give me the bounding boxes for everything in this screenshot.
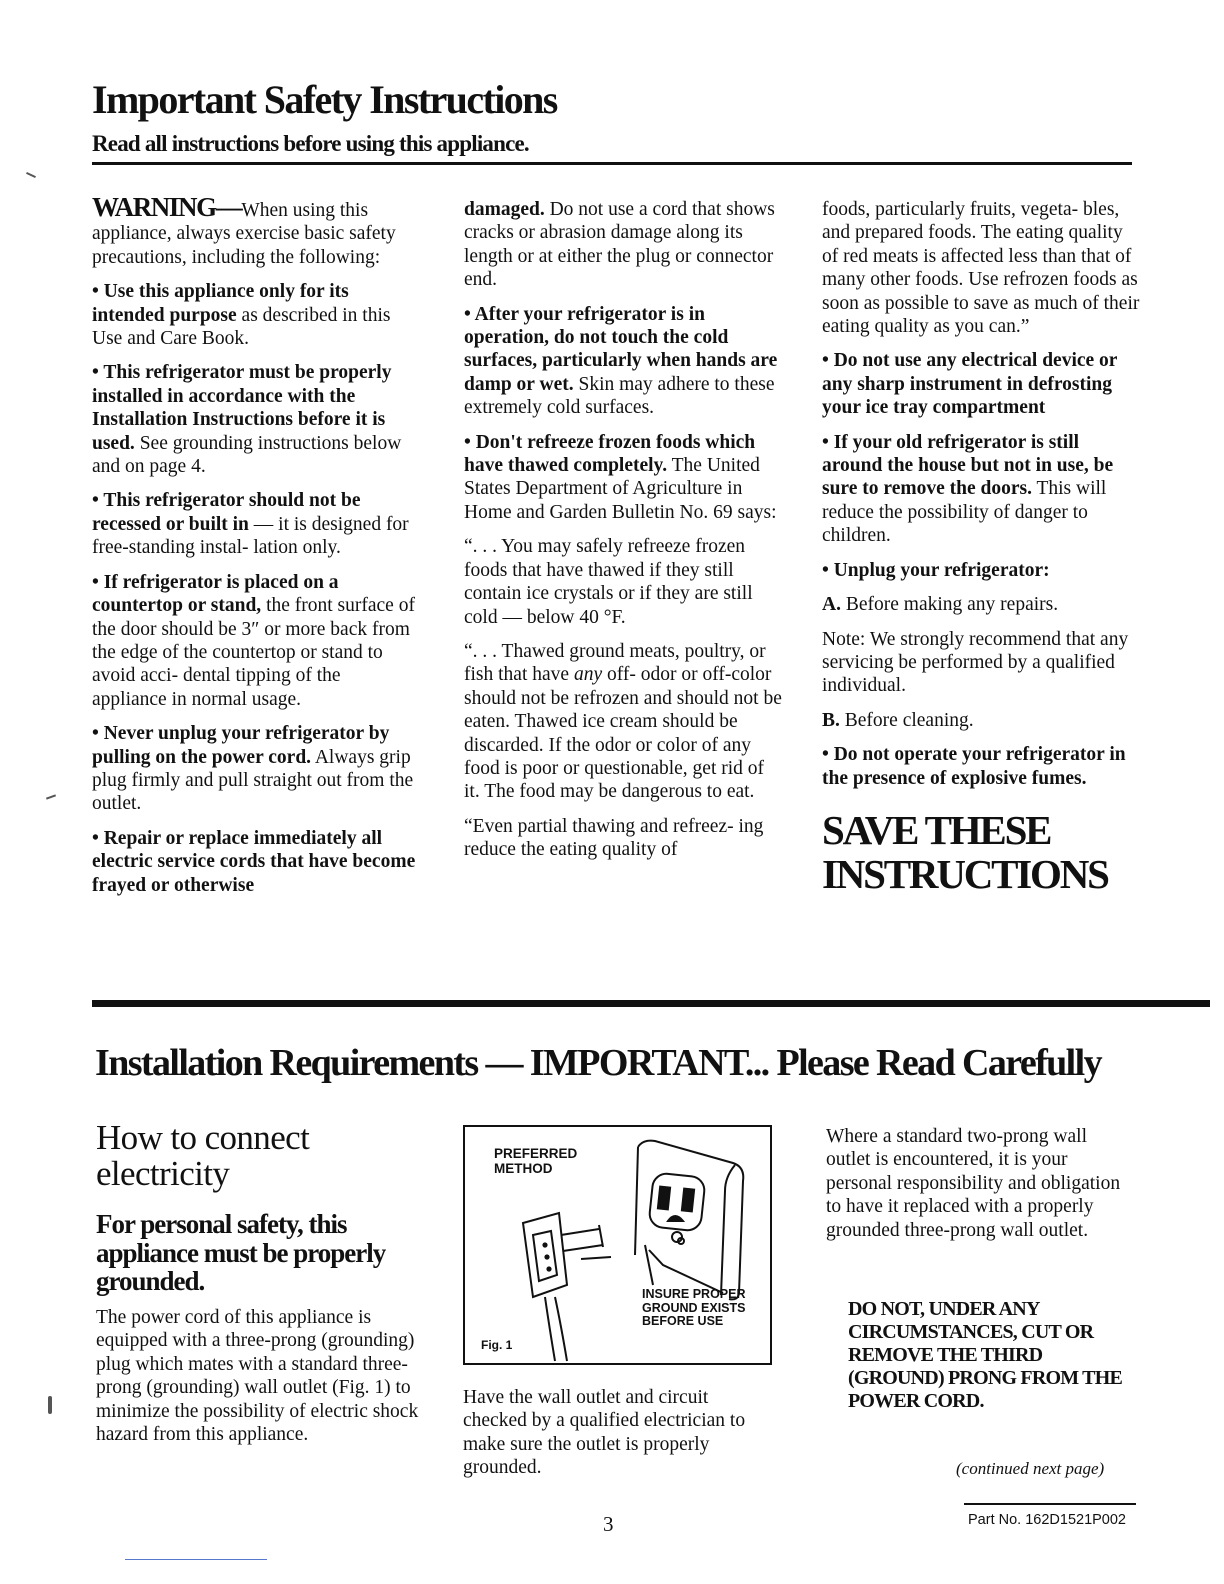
title-rule: [92, 162, 1132, 165]
safety-item-5: [92, 722, 417, 816]
warning-text: When using this appliance, always exercise basic safety precautions, including the following:: [92, 200, 396, 268]
quote-2-b: off- odor or off-color should not be refrozen and should not be eaten. Thawed ice cream should be discarded. If the odor or color of any food is poor or questionable, get rid of it. The food may be dangerous to eat.: [464, 664, 782, 803]
safety-item-1: [92, 280, 417, 350]
figure-insure-label: INSURE PROPER GROUND EXISTS BEFORE USE: [642, 1287, 746, 1328]
item-6-bold: • Repair or replace immediately all electric service cords that have become frayed or otherwise: [92, 827, 416, 896]
item-6-cont-text: Do not use a cord that shows cracks or abrasion damage along its length or at either the plug or connector end.: [464, 199, 775, 291]
item-2-text: See grounding instructions below and on page 4.: [92, 432, 402, 478]
scan-mark: [46, 794, 56, 799]
warning-word: WARNING—: [92, 192, 242, 222]
item-8-bold: • Don't refreeze frozen foods which have thawed completely.: [464, 431, 756, 477]
quote-2-a: “. . . Thawed ground meats, poultry, or fish that have: [464, 640, 766, 686]
item-5-bold: • Never unplug your refrigerator by pulling on the power cord.: [92, 723, 390, 768]
item-12-bold: • Do not operate your refrigerator in the presence of explosive fumes.: [822, 744, 1126, 789]
figure-number: Fig. 1: [481, 1338, 513, 1352]
item-9-bold: • Do not use any electrical device or any sharp instrument in defrosting your ice tray compartment: [822, 350, 1118, 419]
item-11-bold: • Unplug your refrigerator:: [822, 559, 1050, 581]
part-number: Part No. 162D1521P002: [968, 1512, 1126, 1528]
two-prong-paragraph: [826, 1125, 1136, 1253]
electrician-paragraph: [463, 1386, 773, 1491]
electrician-text: Have the wall outlet and circuit checked by a qualified electrician to make sure the outlet is properly grounded.: [463, 1387, 746, 1479]
safety-column-3: [822, 198, 1142, 896]
grounded-outlet-icon: [635, 1141, 743, 1300]
footer-blue-rule: [125, 1559, 267, 1560]
item-1-text: as described in this Use and Care Book.: [92, 304, 391, 350]
ground-prong-warning: DO NOT, UNDER ANY CIRCUMSTANCES, CUT OR REMOVE THE THIRD (GROUND) PRONG FROM THE POWER CORD.: [848, 1298, 1122, 1412]
usda-quote-3: “Even partial thawing and refreez- ing reduce the eating quality of: [464, 815, 764, 861]
safety-item-7: [464, 303, 782, 420]
safety-column-1: [92, 192, 417, 908]
item-4-text: the front surface of the door should be 3″ or more back from the edge of the countertop or stand to avoid acci- dental tipping of the appliance in normal usage.: [92, 595, 415, 710]
item-11-b-label: B.: [822, 709, 840, 731]
save-line-2: INSTRUCTIONS: [822, 850, 1108, 897]
item-3-text: — it is designed for free-standing instal- lation only.: [92, 513, 409, 559]
item-11-b: [822, 709, 1142, 732]
item-4-bold: • If refrigerator is placed on a countertop or stand,: [92, 571, 339, 617]
quote-2-emphasis: any: [573, 664, 603, 686]
safety-subtitle: Read all instructions before using this appliance.: [92, 131, 529, 156]
safety-item-8: [464, 431, 782, 525]
continued-note: (continued next page): [956, 1459, 1105, 1478]
figure-preferred-label: PREFERRED METHOD: [494, 1146, 578, 1176]
page-number: 3: [603, 1512, 614, 1536]
item-2-bold: • This refrigerator must be properly installed in accordance with the Installation Instructions before it is used.: [92, 362, 392, 454]
warning-paragraph: [92, 192, 417, 269]
item-11-a: [822, 593, 1142, 616]
item-10-text: This will reduce the possibility of danger to children.: [822, 478, 1107, 547]
connect-electricity-heading: How to connect electricity: [96, 1118, 310, 1193]
item-5-text: Always grip plug firmly and pull straight out from the outlet.: [92, 746, 414, 815]
usda-quote-3-continued: foods, particularly fruits, vegeta- bles, and prepared foods. The eating quality of red meats is affected less than that of many other foods. Use refrozen foods as soon as possible to save as much of their eating quality as you can.”: [822, 199, 1140, 338]
safety-item-2: [92, 361, 417, 478]
scan-mark: [26, 172, 36, 178]
safety-item-4: [92, 571, 417, 711]
scan-mark: [48, 1396, 52, 1414]
section-divider: [92, 1000, 1210, 1007]
safety-item-11: [822, 559, 1142, 582]
item-11-a-label: A.: [822, 594, 841, 616]
part-number-rule: [964, 1503, 1136, 1505]
item-8-text: The United States Department of Agriculture in Home and Garden Bulletin No. 69 says:: [464, 455, 777, 523]
item-10-bold: • If your old refrigerator is still around the house but not in use, be sure to remove the doors.: [822, 431, 1114, 500]
usda-quote-1: “. . . You may safely refreeze frozen foods that have thawed if they still contain ice crystals or if they are still cold — below 40 °F.: [464, 536, 753, 628]
safety-column-2: [464, 198, 782, 873]
save-line-1: SAVE THESE: [822, 806, 1051, 853]
item-6-cont-bold: damaged.: [464, 199, 545, 220]
power-cord-text: The power cord of this appliance is equipped with a three-prong (grounding) plug which mates with a standard three-prong (grounding) wall outlet (Fig. 1) to minimize the possibility of electric shock hazard from this appliance.: [96, 1307, 419, 1446]
safety-item-9: [822, 349, 1142, 419]
usda-quote-2: [464, 640, 782, 804]
safety-title: Important Safety Instructions: [92, 77, 557, 122]
grounding-subheading: For personal safety, this appliance must be properly grounded.: [96, 1209, 386, 1296]
servicing-note: Note: We strongly recommend that any servicing be performed by a qualified individual.: [822, 628, 1129, 697]
item-11-a-text: Before making any repairs.: [840, 594, 1059, 616]
item-7-text: Skin may adhere to these extremely cold surfaces.: [464, 373, 775, 419]
two-prong-text: Where a standard two-prong wall outlet is encountered, it is your personal responsibility and obligation to have it replaced with a properly grounded three-prong wall outlet.: [826, 1126, 1121, 1241]
save-instructions-heading: [822, 808, 1122, 896]
safety-item-6: [92, 827, 417, 897]
three-prong-plug-icon: [523, 1213, 611, 1361]
safety-item-3: [92, 489, 417, 559]
item-7-bold: • After your refrigerator is in operation, do not touch the cold surfaces, particularly when hands are damp or wet.: [464, 303, 778, 395]
safety-item-10: [822, 431, 1142, 548]
safety-item-6-continued: [464, 198, 782, 292]
safety-item-12: [822, 743, 1142, 790]
power-cord-paragraph: [96, 1306, 421, 1457]
item-1-bold: • Use this appliance only for its intended purpose: [92, 281, 349, 326]
item-3-bold: • This refrigerator should not be recessed or built in: [92, 490, 361, 535]
item-11-b-text: Before cleaning.: [839, 709, 974, 731]
installation-title: Installation Requirements — IMPORTANT... Please Read Carefully: [95, 1042, 1101, 1084]
